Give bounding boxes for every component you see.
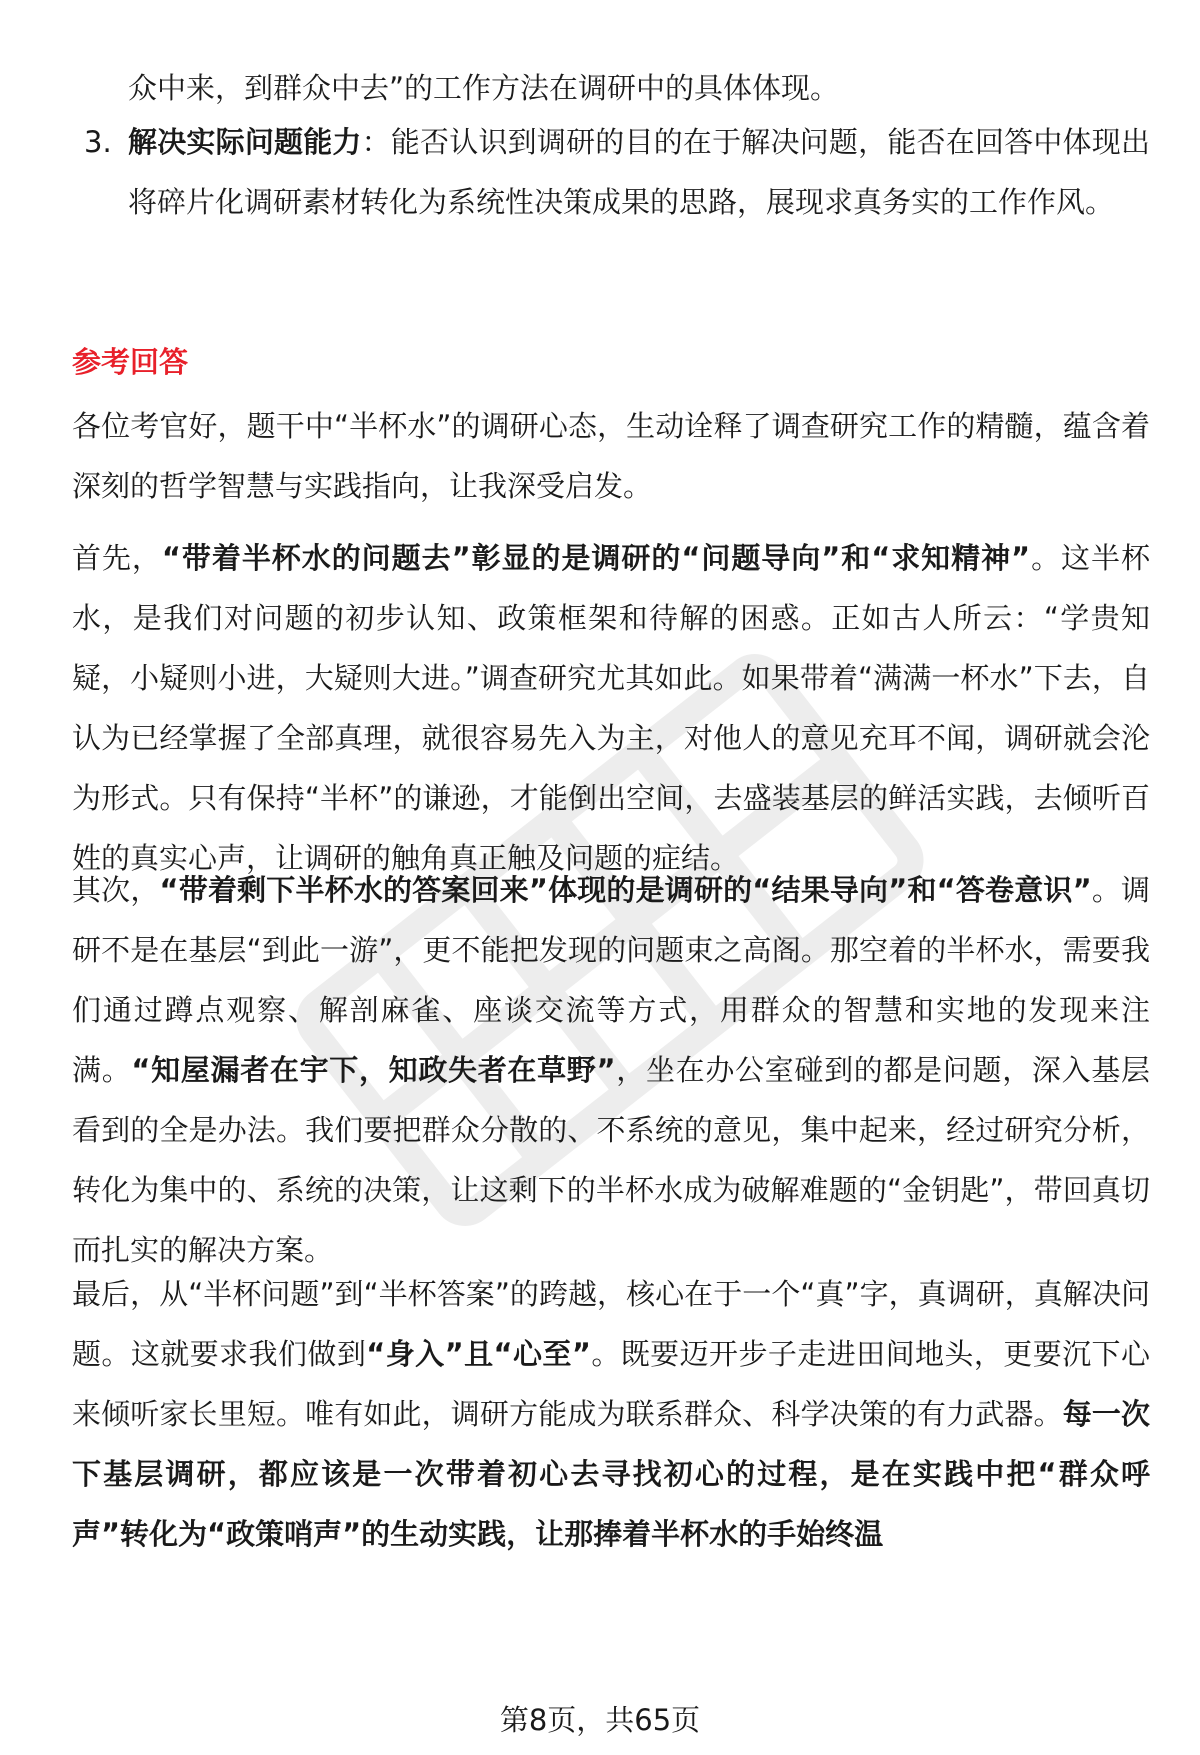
paragraph-first bbox=[72, 528, 1150, 888]
intro-text: 各位考官好，题干中“半杯水”的调研心态，生动诠释了调查研究工作的精髓，蕴含着深刻的哲学智慧与实践指向，让我深受启发。 bbox=[72, 409, 1150, 503]
paragraph-second bbox=[72, 860, 1150, 1280]
p2-lead: 其次， bbox=[72, 873, 160, 907]
p1-text: 。这半杯水，是我们对问题的初步认知、政策框架和待解的困惑。正如古人所云：“学贵知疑，小疑则小进，大疑则大进。”调查研究尤其如此。如果带着“满满一杯水”下去，自认为已经掌握了全部真理，就很容易先入为主，对他人的意见充耳不闻，调研就会沦为形式。只有保持“半杯”的谦逊，才能倒出空间，去盛装基层的鲜活实践，去倾听百姓的真实心声，让调研的触角真正触及问题的症结。 bbox=[72, 541, 1150, 875]
p1-lead: 首先， bbox=[72, 541, 162, 575]
p3-text-2: 。既要迈开步子走进田间地头，更要沉下心来倾听家长里短。唯有如此，调研方能成为联系群众、科学决策的有力武器。 bbox=[72, 1337, 1150, 1431]
p1-bold: “带着半杯水的问题去”彰显的是调研的“问题导向”和“求知精神” bbox=[161, 541, 1031, 575]
criteria-3-title: 解决实际问题能力 bbox=[128, 125, 362, 159]
p3-bold-1: “身入”且“心至” bbox=[366, 1337, 591, 1371]
criteria-item-3 bbox=[128, 112, 1150, 232]
page-footer: 第8页，共65页 bbox=[499, 1703, 701, 1737]
criteria-continuation bbox=[128, 58, 1150, 118]
intro-paragraph bbox=[72, 396, 1150, 516]
p3-text-1: 最后，从“半杯问题”到“半杯答案”的跨越，核心在于一个“真”字，真调研，真解决问题。这就要求我们做到 bbox=[72, 1277, 1150, 1371]
criteria-3-text: ：能否认识到调研的目的在于解决问题，能否在回答中体现出将碎片化调研素材转化为系统性决策成果的思路，展现求真务实的工作作风。 bbox=[128, 125, 1150, 219]
p3-bold-2: 每一次下基层调研，都应该是一次带着初心去寻找初心的过程，是在实践中把“群众呼声”转化为“政策哨声”的生动实践，让那捧着半杯水的手始终温 bbox=[72, 1397, 1150, 1551]
paragraph-final bbox=[72, 1264, 1150, 1564]
p2-text-2: ，坐在办公室碰到的都是问题，深入基层看到的全是办法。我们要把群众分散的、不系统的意见，集中起来，经过研究分析，转化为集中的、系统的决策，让这剩下的半杯水成为破解难题的“金钥匙”，带回真切而扎实的解决方案。 bbox=[72, 1053, 1150, 1267]
answer-heading: 参考回答 bbox=[72, 345, 189, 379]
p2-text-1: 。调研不是在基层“到此一游”，更不能把发现的问题束之高阁。那空着的半杯水，需要我们通过蹲点观察、解剖麻雀、座谈交流等方式，用群众的智慧和实地的发现来注满。 bbox=[72, 873, 1150, 1087]
p2-bold-1: “带着剩下半杯水的答案回来”体现的是调研的“结果导向”和“答卷意识” bbox=[159, 873, 1092, 907]
p2-bold-2: “知屋漏者在宇下，知政失者在草野” bbox=[131, 1053, 616, 1087]
list-number-3: 3. bbox=[84, 125, 112, 159]
criteria-tail-text: 众中来，到群众中去”的工作方法在调研中的具体体现。 bbox=[128, 71, 840, 105]
